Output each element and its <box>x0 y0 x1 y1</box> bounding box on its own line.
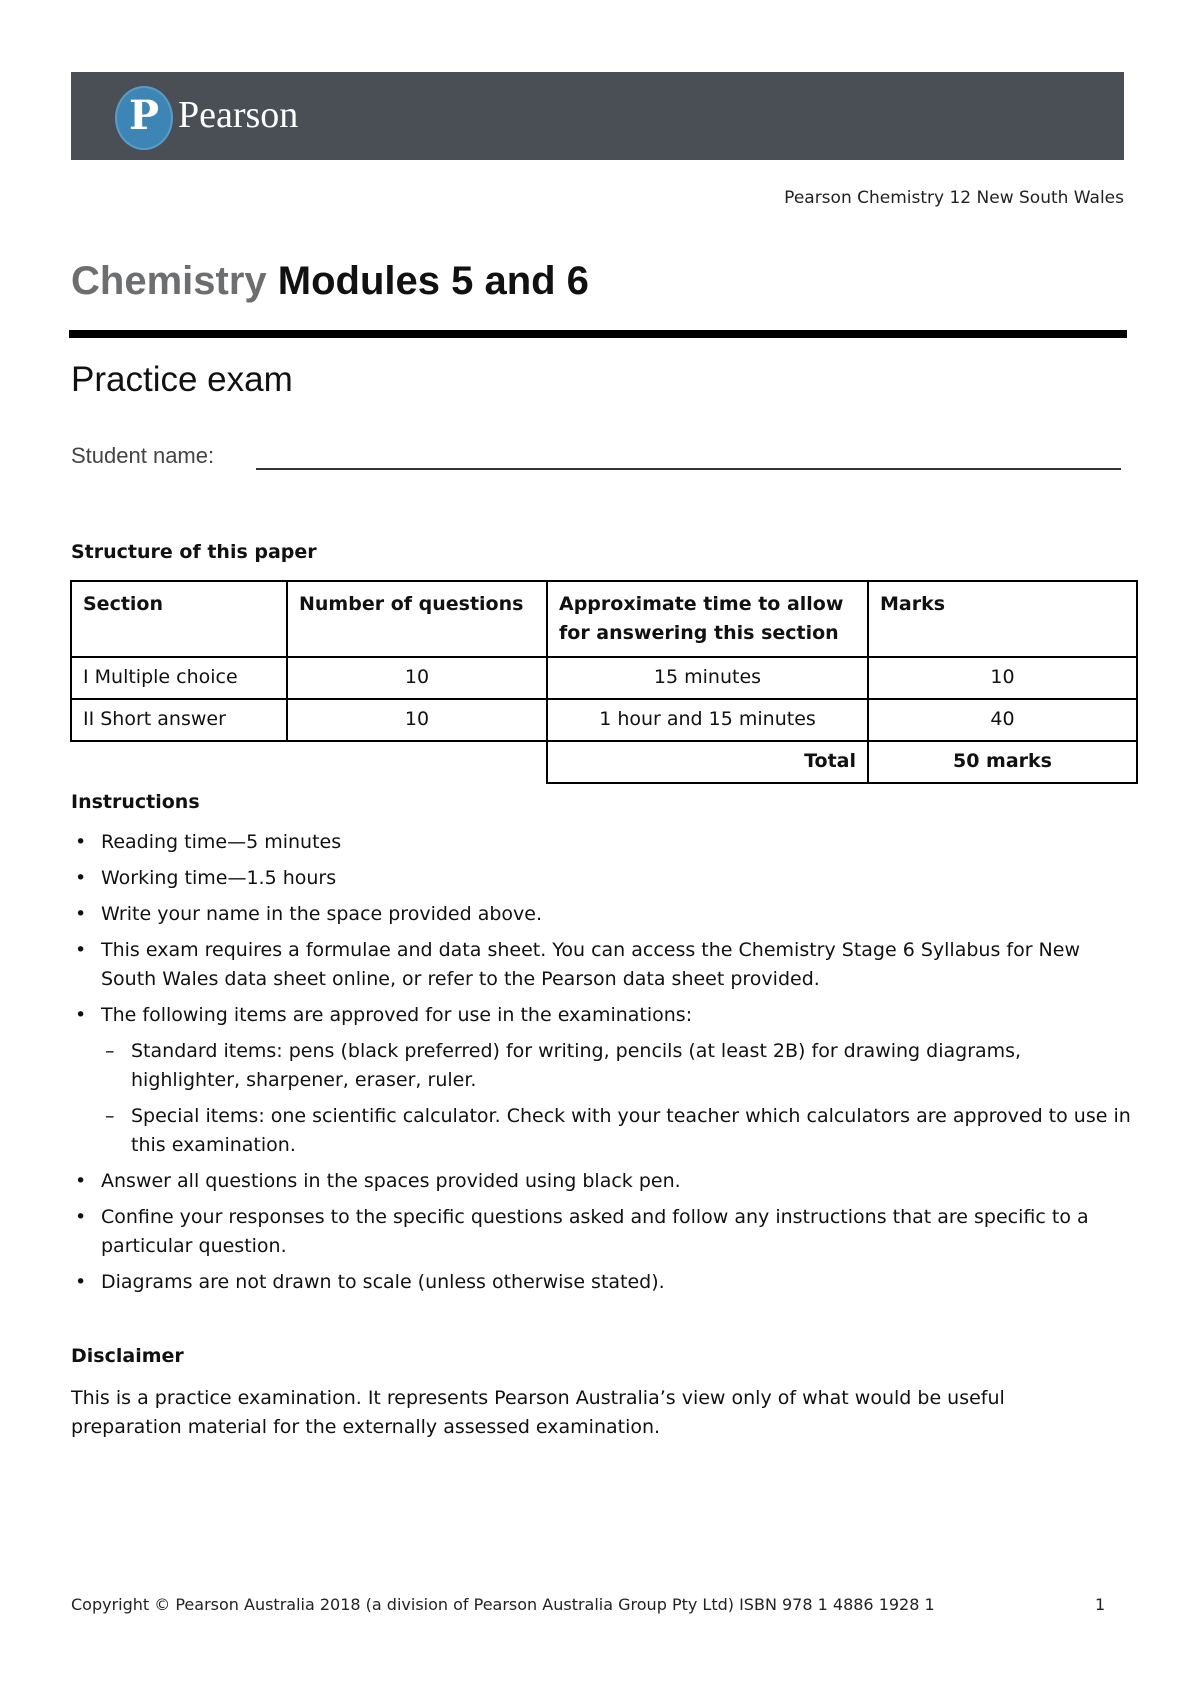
total-value: 50 marks <box>868 741 1137 783</box>
row-section: I Multiple choice <box>71 657 287 699</box>
list-item: • Working time—1.5 hours <box>71 864 1131 893</box>
page-title <box>71 255 589 307</box>
approved-items-list <box>101 1037 1131 1160</box>
instructions-heading: Instructions <box>71 791 200 813</box>
row-marks: 40 <box>868 699 1137 741</box>
series-title: Pearson Chemistry 12 New South Wales <box>784 188 1124 208</box>
structure-heading: Structure of this paper <box>71 541 317 563</box>
row-time: 1 hour and 15 minutes <box>547 699 868 741</box>
total-label: Total <box>547 741 868 783</box>
row-questions: 10 <box>287 657 547 699</box>
list-item: • This exam requires a formulae and data sheet. You can access the Chemistry Stage 6 Syllabus for New South Wales data sheet online, or refer to the Pearson data sheet provided. <box>71 936 1131 994</box>
total-spacer <box>71 741 547 783</box>
footer-copyright: Copyright © Pearson Australia 2018 (a division of Pearson Australia Group Pty Ltd) ISBN 978 1 4886 1928 1 <box>71 1595 935 1614</box>
pearson-logo-icon <box>115 86 173 150</box>
table-row <box>71 657 1137 699</box>
row-time: 15 minutes <box>547 657 868 699</box>
logo-letter: P <box>128 92 160 139</box>
disclaimer-heading: Disclaimer <box>71 1345 184 1367</box>
list-item: • Answer all questions in the spaces provided using black pen. <box>71 1167 1131 1196</box>
instructions-list <box>71 828 1131 1304</box>
page-subtitle: Practice exam <box>71 360 293 399</box>
table-total-row <box>71 741 1137 783</box>
structure-table <box>70 580 1138 784</box>
column-header-time: Approximate time to allow for answering this section <box>547 581 868 657</box>
list-item: • Reading time—5 minutes <box>71 828 1131 857</box>
list-item: • Write your name in the space provided above. <box>71 900 1131 929</box>
table-header-row <box>71 581 1137 657</box>
list-item: • Confine your responses to the specific questions asked and follow any instructions that are specific to a particular question. <box>71 1203 1131 1261</box>
student-name-field[interactable] <box>256 468 1121 470</box>
student-name-label: Student name: <box>71 443 215 468</box>
disclaimer-text: This is a practice examination. It represents Pearson Australia’s view only of what would be useful preparation material for the externally assessed examination. <box>71 1387 1005 1438</box>
sub-list-item: – Special items: one scientific calculator. Check with your teacher which calculators are approved to use in this examination. <box>101 1102 1131 1160</box>
list-item-with-sublist <box>71 1001 1131 1160</box>
title-divider <box>69 330 1127 338</box>
column-header-section: Section <box>71 581 287 657</box>
title-modules: Modules 5 and 6 <box>277 259 589 303</box>
sub-list-item: – Standard items: pens (black preferred) for writing, pencils (at least 2B) for drawing diagrams, highlighter, sharpener, eraser, ruler. <box>101 1037 1131 1095</box>
column-header-questions: Number of questions <box>287 581 547 657</box>
column-header-marks: Marks <box>868 581 1137 657</box>
header-banner <box>71 72 1124 160</box>
list-item-text: The following items are approved for use in the examinations: <box>101 1004 693 1026</box>
row-section: II Short answer <box>71 699 287 741</box>
title-subject: Chemistry <box>71 259 267 303</box>
row-questions: 10 <box>287 699 547 741</box>
list-item: • Diagrams are not drawn to scale (unless otherwise stated). <box>71 1268 1131 1297</box>
row-marks: 10 <box>868 657 1137 699</box>
logo-wordmark: Pearson <box>178 94 299 136</box>
table-row <box>71 699 1137 741</box>
page-number: 1 <box>1095 1595 1106 1614</box>
